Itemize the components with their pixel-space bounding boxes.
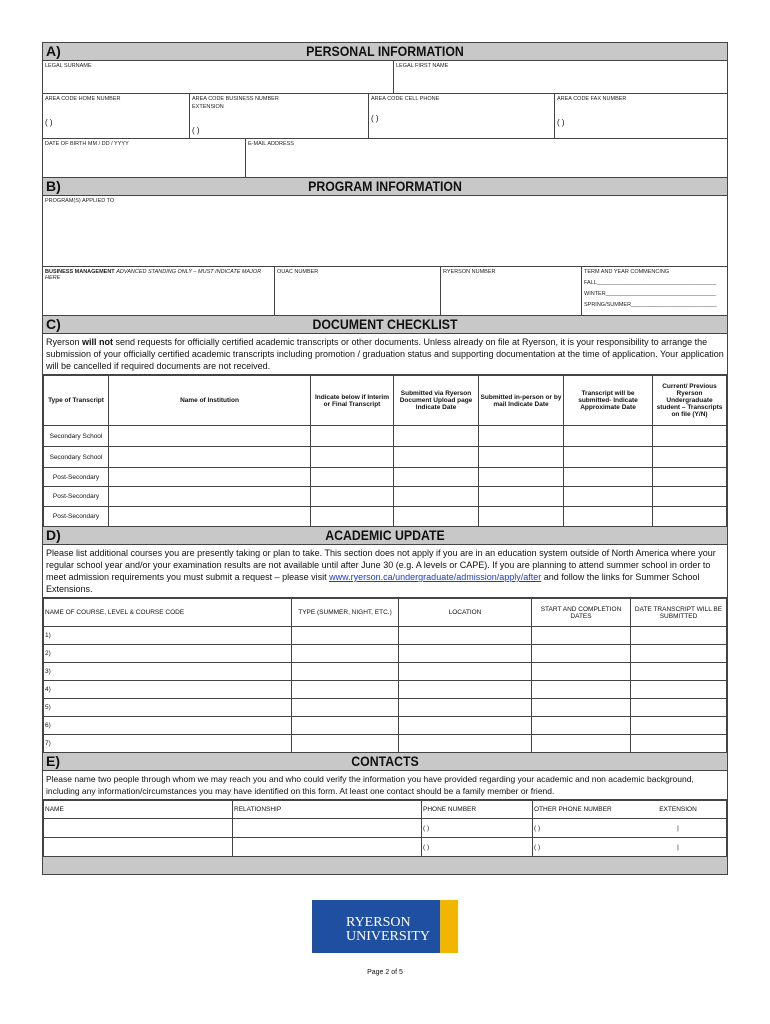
table-cell[interactable] [479,447,564,468]
field-label: TERM AND YEAR COMMENCING [584,269,670,275]
logo-line: RYERSON [346,915,411,930]
table-cell[interactable] [479,468,564,487]
table-cell[interactable] [311,487,394,507]
academic-update-intro [43,545,727,598]
table-row [44,699,727,717]
table-cell[interactable] [631,645,727,663]
table-row [44,819,727,838]
contact-relationship-cell[interactable] [233,819,422,838]
area-code-paren: ( ) [371,114,379,123]
table-cell[interactable] [532,681,631,699]
table-cell[interactable] [564,468,653,487]
row-label: Post-Secondary [44,487,109,507]
table-cell[interactable] [311,447,394,468]
section-title: DOCUMENT CHECKLIST [312,316,458,332]
column-header: DATE TRANSCRIPT WILL BE SUBMITTED [631,599,727,627]
table-cell[interactable] [399,663,532,681]
table-cell[interactable] [394,507,479,527]
table-cell[interactable] [631,627,727,645]
table-cell[interactable] [292,735,399,753]
term-winter[interactable]: WINTER____________________________________ [584,291,716,297]
contact-relationship-cell[interactable] [233,838,422,857]
column-header: LOCATION [399,599,532,627]
ryerson-logo [312,900,458,953]
table-row [44,663,727,681]
intro-text: Ryerson [46,337,83,347]
column-header: TYPE (SUMMER, NIGHT, ETC.) [292,599,399,627]
table-cell[interactable] [399,735,532,753]
column-header: OTHER PHONE NUMBER [533,801,631,819]
table-cell[interactable] [653,468,727,487]
table-row [44,717,727,735]
table-cell[interactable] [564,426,653,447]
section-title: ACADEMIC UPDATE [325,527,445,543]
table-row [44,838,727,857]
table-row [44,426,727,447]
table-row [44,681,727,699]
field-label: OUAC NUMBER [277,269,319,275]
table-cell[interactable] [292,645,399,663]
logo-accent-bar [440,900,458,953]
table-cell[interactable] [479,507,564,527]
table-cell[interactable] [532,663,631,681]
legal-first-name-field[interactable] [394,61,727,93]
field-note: ADVANCED STANDING ONLY – MUST INDICATE MAJOR HERE [45,269,262,281]
academic-update-table [43,598,727,753]
row-number[interactable]: 6) [44,717,292,735]
term-fall[interactable]: FALL_______________________________________ [584,280,717,286]
area-code-paren: ( ) [192,126,200,135]
term-commencing-field[interactable] [582,267,727,315]
section-title: CONTACTS [351,753,419,769]
field-label: EXTENSION [192,104,224,110]
footer-bar [43,857,727,874]
table-cell[interactable] [532,699,631,717]
table-cell[interactable] [394,447,479,468]
column-header: Type of Transcript [44,376,109,426]
section-letter: A) [46,43,61,59]
document-checklist-table [43,375,727,527]
table-row [44,468,727,487]
business-number-field[interactable] [190,94,369,138]
table-cell[interactable] [631,717,727,735]
column-header: Submitted in-person or by mail Indicate Date [479,376,564,426]
summer-school-link[interactable]: www.ryerson.ca/undergraduate/admission/apply/after [329,572,542,582]
table-cell[interactable] [292,663,399,681]
table-cell[interactable] [292,699,399,717]
extension-cell[interactable]: | [630,819,727,838]
application-form [42,42,728,875]
row-number[interactable]: 3) [44,663,292,681]
business-management-field[interactable] [43,267,275,315]
row-number[interactable]: 2) [44,645,292,663]
section-letter: D) [46,527,61,543]
table-cell[interactable] [564,447,653,468]
section-b-header [43,178,727,196]
row-label: Post-Secondary [44,468,109,487]
table-cell[interactable] [292,717,399,735]
email-field[interactable] [246,139,727,177]
table-row [44,735,727,753]
column-header: PHONE NUMBER [422,801,533,819]
page-number: Page 2 of 5 [367,969,403,976]
table-cell[interactable] [109,426,311,447]
table-cell[interactable] [399,699,532,717]
section-title: PROGRAM INFORMATION [308,178,462,194]
table-cell[interactable] [479,487,564,507]
phone-cell[interactable]: ( ) [422,819,533,838]
table-cell[interactable] [394,426,479,447]
legal-surname-field[interactable] [43,61,394,93]
row-number[interactable]: 5) [44,699,292,717]
field-label: AREA CODE HOME NUMBER [45,96,121,102]
table-cell[interactable] [653,447,727,468]
area-code-paren: ( ) [557,118,565,127]
column-header: RELATIONSHIP [233,801,422,819]
table-row [44,645,727,663]
field-label: LEGAL SURNAME [45,63,92,69]
contacts-intro: Please name two people through whom we may reach you and who could verify the information you have provided regarding your academic and non academic background, including any information/circumstances you may have identified on this form. At least one contact should be a family member or friend. [43,771,727,800]
extension-cell[interactable]: | [630,838,727,857]
table-cell[interactable] [532,735,631,753]
table-cell[interactable] [292,681,399,699]
field-label: AREA CODE FAX NUMBER [557,96,627,102]
section-letter: C) [46,316,61,332]
intro-text: and follow the links for Summer School Extensions. [46,572,700,594]
column-header: START AND COMPLETION DATES [532,599,631,627]
table-row [44,627,727,645]
ouac-number-field[interactable] [275,267,441,315]
table-row [44,447,727,468]
row-number[interactable]: 1) [44,627,292,645]
intro-emphasis: will not [82,337,114,347]
table-cell[interactable] [631,699,727,717]
table-cell[interactable] [292,627,399,645]
column-header: Indicate below if Interim or Final Transcript [311,376,394,426]
section-letter: B) [46,178,61,194]
document-checklist-intro [43,334,727,375]
section-e-header [43,753,727,771]
field-label: DATE OF BIRTH MM / DD / YYYY [45,141,129,147]
home-number-field[interactable] [43,94,190,138]
column-header: EXTENSION [630,801,727,819]
table-cell[interactable] [109,447,311,468]
table-cell[interactable] [653,507,727,527]
ryerson-number-field[interactable] [441,267,582,315]
fax-number-field[interactable] [555,94,727,138]
row-number[interactable]: 7) [44,735,292,753]
table-cell[interactable] [311,468,394,487]
table-cell[interactable] [631,681,727,699]
table-cell[interactable] [109,468,311,487]
cell-phone-field[interactable] [369,94,555,138]
table-cell[interactable] [564,507,653,527]
table-cell[interactable] [564,487,653,507]
table-row [44,507,727,527]
column-header: Current/ Previous Ryerson Undergraduate student – Transcripts on file (Y/N) [653,376,727,426]
table-cell[interactable] [532,645,631,663]
column-header: Transcript will be submitted- Indicate Approximate Date [564,376,653,426]
phone-cell[interactable]: ( ) [422,838,533,857]
table-cell[interactable] [394,468,479,487]
table-cell[interactable] [399,645,532,663]
table-cell[interactable] [109,507,311,527]
field-label: E-MAIL ADDRESS [248,141,294,147]
field-label: RYERSON NUMBER [443,269,496,275]
logo-line: UNIVERSITY [346,929,430,944]
section-title: PERSONAL INFORMATION [306,43,464,59]
area-code-paren: ( ) [45,118,53,127]
other-phone-cell[interactable]: ( ) [533,819,631,838]
intro-text: send requests for officially certified academic transcripts or other documents. Unless already on file at Ryerson, it is your responsibility to arrange the submission of your officially certified academic transcripts including promotion / graduation status and supporting documentation at the time of application. Your application will be cancelled if required documents are not received. [46,337,724,371]
contacts-table [43,800,727,857]
contact-name-cell[interactable] [44,819,233,838]
table-cell[interactable] [109,487,311,507]
row-number[interactable]: 4) [44,681,292,699]
term-spring-summer[interactable]: SPRING/SUMMER____________________________ [584,302,717,308]
column-header: Submitted via Ryerson Document Upload page Indicate Date [394,376,479,426]
row-label: Post-Secondary [44,507,109,527]
table-cell[interactable] [532,627,631,645]
column-header: NAME [44,801,233,819]
table-cell[interactable] [399,681,532,699]
contact-name-cell[interactable] [44,838,233,857]
other-phone-cell[interactable]: ( ) [533,838,631,857]
field-label: AREA CODE CELL PHONE [371,96,440,102]
date-of-birth-field[interactable] [43,139,246,177]
table-cell[interactable] [399,717,532,735]
row-label: Secondary School [44,426,109,447]
field-label: PROGRAM(S) APPLIED TO [45,198,115,204]
row-label: Secondary School [44,447,109,468]
table-cell[interactable] [631,663,727,681]
table-cell[interactable] [631,735,727,753]
table-cell[interactable] [479,426,564,447]
table-cell[interactable] [653,487,727,507]
column-header: NAME OF COURSE, LEVEL & COURSE CODE [44,599,292,627]
section-a-header [43,43,727,61]
field-label: BUSINESS MANAGEMENT [45,269,115,275]
intro-text: Please list additional courses you are presently taking or plan to take. This section does not apply if you are in an education system outside of North America where your regular school year and/or your examination results are not available until after June 30 (e.g. A levels or CAPE). If you are planning to attend summer school in order to meet admission requirements you must submit a request – please visit [46,548,716,582]
field-label: LEGAL FIRST NAME [396,63,449,69]
column-header: Name of Institution [109,376,311,426]
section-letter: E) [46,753,60,769]
field-label: AREA CODE BUSINESS NUMBER [192,96,279,102]
table-cell[interactable] [653,426,727,447]
table-cell[interactable] [532,717,631,735]
table-cell[interactable] [399,627,532,645]
table-cell[interactable] [311,426,394,447]
table-cell[interactable] [311,507,394,527]
section-c-header [43,316,727,334]
table-cell[interactable] [394,487,479,507]
table-row [44,487,727,507]
section-d-header [43,527,727,545]
programs-applied-field[interactable] [43,196,727,266]
